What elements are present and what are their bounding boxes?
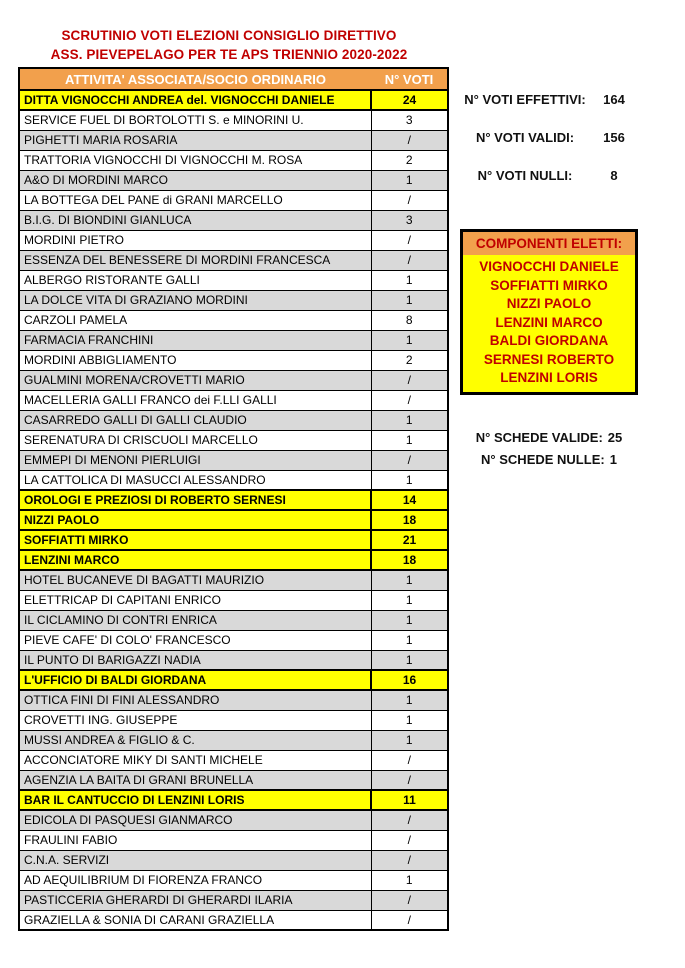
activity-name-cell: AD AEQUILIBRIUM DI FIORENZA FRANCO (19, 870, 371, 890)
activity-name-cell: TRATTORIA VIGNOCCHI DI VIGNOCCHI M. ROSA (19, 150, 371, 170)
votes-count-cell: / (371, 230, 448, 250)
votes-count-cell: 1 (371, 870, 448, 890)
table-row (19, 350, 448, 370)
table-row (19, 150, 448, 170)
table-row (19, 390, 448, 410)
vote-stats (460, 92, 638, 206)
votes-count-cell: 8 (371, 310, 448, 330)
title-line-1: SCRUTINIO VOTI ELEZIONI CONSIGLIO DIRETTIVO (61, 28, 397, 43)
ballot-stat-label: N° SCHEDE NULLE: (481, 452, 605, 467)
activity-name-cell: LA CATTOLICA DI MASUCCI ALESSANDRO (19, 470, 371, 490)
activity-name-cell: AGENZIA LA BAITA DI GRANI BRUNELLA (19, 770, 371, 790)
elected-member-name: SERNESI ROBERTO (483, 351, 615, 367)
activity-name-cell: MORDINI PIETRO (19, 230, 371, 250)
elected-box-header: COMPONENTI ELETTI: (463, 232, 635, 255)
ballot-stat-value: 1 (609, 452, 617, 467)
stat-value: 156 (603, 130, 625, 145)
activity-name-cell: MACELLERIA GALLI FRANCO dei F.LLI GALLI (19, 390, 371, 410)
activity-name-cell: IL PUNTO DI BARIGAZZI NADIA (19, 650, 371, 670)
activity-name-cell: MUSSI ANDREA & FIGLIO & C. (19, 730, 371, 750)
votes-count-cell: 24 (371, 90, 448, 110)
table-row (19, 430, 448, 450)
votes-count-cell: 1 (371, 650, 448, 670)
elected-names-list (463, 255, 635, 392)
table-row-elected (19, 90, 448, 110)
elected-member-name: BALDI GIORDANA (489, 333, 609, 348)
votes-count-cell: / (371, 770, 448, 790)
table-row (19, 630, 448, 650)
table-row-elected (19, 530, 448, 550)
activity-name-cell: BAR IL CANTUCCIO DI LENZINI LORIS (19, 790, 371, 810)
activity-name-cell: FARMACIA FRANCHINI (19, 330, 371, 350)
votes-count-cell: / (371, 250, 448, 270)
table-row (19, 750, 448, 770)
table-row (19, 190, 448, 210)
votes-count-cell: / (371, 830, 448, 850)
elected-member-name: LENZINI LORIS (500, 370, 598, 385)
activity-name-cell: OTTICA FINI DI FINI ALESSANDRO (19, 690, 371, 710)
activity-name-cell: LA DOLCE VITA DI GRAZIANO MORDINI (19, 290, 371, 310)
votes-count-cell: 1 (371, 330, 448, 350)
ballot-stat-line (460, 452, 638, 466)
ballot-stat-label: N° SCHEDE VALIDE: (475, 430, 603, 445)
activity-name-cell: SOFFIATTI MIRKO (19, 530, 371, 550)
votes-count-cell: 11 (371, 790, 448, 810)
table-row (19, 270, 448, 290)
votes-count-cell: 1 (371, 170, 448, 190)
votes-count-cell: 1 (371, 430, 448, 450)
column-header-votes: N° VOTI (371, 68, 448, 90)
table-row (19, 810, 448, 830)
activity-name-cell: CASARREDO GALLI DI GALLI CLAUDIO (19, 410, 371, 430)
table-row (19, 570, 448, 590)
table-row (19, 230, 448, 250)
votes-count-cell: 3 (371, 110, 448, 130)
table-header-row (19, 68, 448, 90)
table-row-elected (19, 510, 448, 530)
votes-count-cell: 2 (371, 150, 448, 170)
activity-name-cell: CARZOLI PAMELA (19, 310, 371, 330)
ballot-stat-line (460, 430, 638, 444)
activity-name-cell: PASTICCERIA GHERARDI DI GHERARDI ILARIA (19, 890, 371, 910)
elected-member-name: LENZINI MARCO (495, 314, 603, 330)
document-title (5, 26, 453, 64)
table-row-elected (19, 790, 448, 810)
table-row (19, 730, 448, 750)
activity-name-cell: L'UFFICIO DI BALDI GIORDANA (19, 670, 371, 690)
elected-member-name: SOFFIATTI MIRKO (490, 277, 608, 293)
table-row (19, 690, 448, 710)
votes-table (18, 67, 449, 931)
activity-name-cell: DITTA VIGNOCCHI ANDREA del. VIGNOCCHI DANIELE (19, 90, 371, 110)
vote-stat-line (460, 168, 638, 182)
table-row (19, 770, 448, 790)
votes-count-cell: 1 (371, 270, 448, 290)
table-row (19, 830, 448, 850)
stat-label: N° VOTI NULLI: (477, 168, 573, 183)
table-row (19, 910, 448, 930)
table-row (19, 310, 448, 330)
vote-stat-line (460, 92, 638, 106)
table-row (19, 290, 448, 310)
summary-panel (460, 0, 638, 968)
activity-name-cell: NIZZI PAOLO (19, 510, 371, 530)
table-row (19, 410, 448, 430)
vote-stat-line (460, 130, 638, 144)
activity-name-cell: ACCONCIATORE MIKY DI SANTI MICHELE (19, 750, 371, 770)
votes-count-cell: / (371, 850, 448, 870)
table-row (19, 850, 448, 870)
votes-count-cell: 1 (371, 410, 448, 430)
table-row (19, 870, 448, 890)
stat-label: N° VOTI VALIDI: (475, 130, 575, 145)
stat-label: N° VOTI EFFETTIVI: (464, 92, 586, 107)
votes-count-cell: / (371, 390, 448, 410)
stat-value: 164 (603, 92, 625, 107)
activity-name-cell: GUALMINI MORENA/CROVETTI MARIO (19, 370, 371, 390)
elected-member-name: VIGNOCCHI DANIELE (479, 259, 619, 274)
table-row (19, 130, 448, 150)
elected-member-name: NIZZI PAOLO (506, 296, 592, 311)
activity-name-cell: ALBERGO RISTORANTE GALLI (19, 270, 371, 290)
votes-count-cell: / (371, 130, 448, 150)
activity-name-cell: B.I.G. DI BIONDINI GIANLUCA (19, 210, 371, 230)
activity-name-cell: A&O DI MORDINI MARCO (19, 170, 371, 190)
stat-value: 8 (610, 168, 618, 183)
activity-name-cell: EDICOLA DI PASQUESI GIANMARCO (19, 810, 371, 830)
table-row (19, 650, 448, 670)
votes-count-cell: / (371, 450, 448, 470)
votes-count-cell: / (371, 810, 448, 830)
activity-name-cell: OROLOGI E PREZIOSI DI ROBERTO SERNESI (19, 490, 371, 510)
table-row-elected (19, 550, 448, 570)
votes-count-cell: 3 (371, 210, 448, 230)
table-row (19, 370, 448, 390)
table-row (19, 210, 448, 230)
votes-count-cell: 1 (371, 630, 448, 650)
activity-name-cell: IL CICLAMINO DI CONTRI ENRICA (19, 610, 371, 630)
votes-count-cell: 1 (371, 730, 448, 750)
table-row-elected (19, 670, 448, 690)
votes-count-cell: 1 (371, 570, 448, 590)
votes-count-cell: / (371, 890, 448, 910)
activity-name-cell: LA BOTTEGA DEL PANE di GRANI MARCELLO (19, 190, 371, 210)
votes-count-cell: 1 (371, 290, 448, 310)
table-row (19, 250, 448, 270)
votes-count-cell: 1 (371, 610, 448, 630)
title-line-2: ASS. PIEVEPELAGO PER TE APS TRIENNIO 2020-2022 (50, 47, 408, 62)
votes-count-cell: / (371, 910, 448, 930)
activity-name-cell: ESSENZA DEL BENESSERE DI MORDINI FRANCESCA (19, 250, 371, 270)
votes-count-cell: 18 (371, 510, 448, 530)
activity-name-cell: ELETTRICAP DI CAPITANI ENRICO (19, 590, 371, 610)
table-row (19, 590, 448, 610)
activity-name-cell: LENZINI MARCO (19, 550, 371, 570)
table-row (19, 890, 448, 910)
votes-count-cell: / (371, 370, 448, 390)
votes-count-cell: / (371, 750, 448, 770)
activity-name-cell: PIGHETTI MARIA ROSARIA (19, 130, 371, 150)
table-row (19, 610, 448, 630)
activity-name-cell: C.N.A. SERVIZI (19, 850, 371, 870)
table-row (19, 710, 448, 730)
votes-count-cell: 1 (371, 710, 448, 730)
activity-name-cell: CROVETTI ING. GIUSEPPE (19, 710, 371, 730)
table-row (19, 110, 448, 130)
votes-count-cell: 18 (371, 550, 448, 570)
votes-count-cell: / (371, 190, 448, 210)
votes-count-cell: 2 (371, 350, 448, 370)
activity-name-cell: PIEVE CAFE' DI COLO' FRANCESCO (19, 630, 371, 650)
votes-count-cell: 16 (371, 670, 448, 690)
votes-count-cell: 1 (371, 690, 448, 710)
votes-count-cell: 21 (371, 530, 448, 550)
table-row (19, 450, 448, 470)
activity-name-cell: HOTEL BUCANEVE DI BAGATTI MAURIZIO (19, 570, 371, 590)
activity-name-cell: EMMEPI DI MENONI PIERLUIGI (19, 450, 371, 470)
activity-name-cell: MORDINI ABBIGLIAMENTO (19, 350, 371, 370)
votes-count-cell: 1 (371, 590, 448, 610)
activity-name-cell: SERVICE FUEL DI BORTOLOTTI S. e MINORINI U. (19, 110, 371, 130)
activity-name-cell: FRAULINI FABIO (19, 830, 371, 850)
votes-count-cell: 1 (371, 470, 448, 490)
ballot-stats (460, 430, 638, 474)
activity-name-cell: SERENATURA DI CRISCUOLI MARCELLO (19, 430, 371, 450)
table-row-elected (19, 490, 448, 510)
column-header-activity: ATTIVITA' ASSOCIATA/SOCIO ORDINARIO (19, 68, 371, 90)
table-row (19, 170, 448, 190)
elected-box (460, 229, 638, 395)
activity-name-cell: GRAZIELLA & SONIA DI CARANI GRAZIELLA (19, 910, 371, 930)
table-row (19, 470, 448, 490)
ballot-stat-value: 25 (607, 430, 623, 445)
table-row (19, 330, 448, 350)
votes-count-cell: 14 (371, 490, 448, 510)
